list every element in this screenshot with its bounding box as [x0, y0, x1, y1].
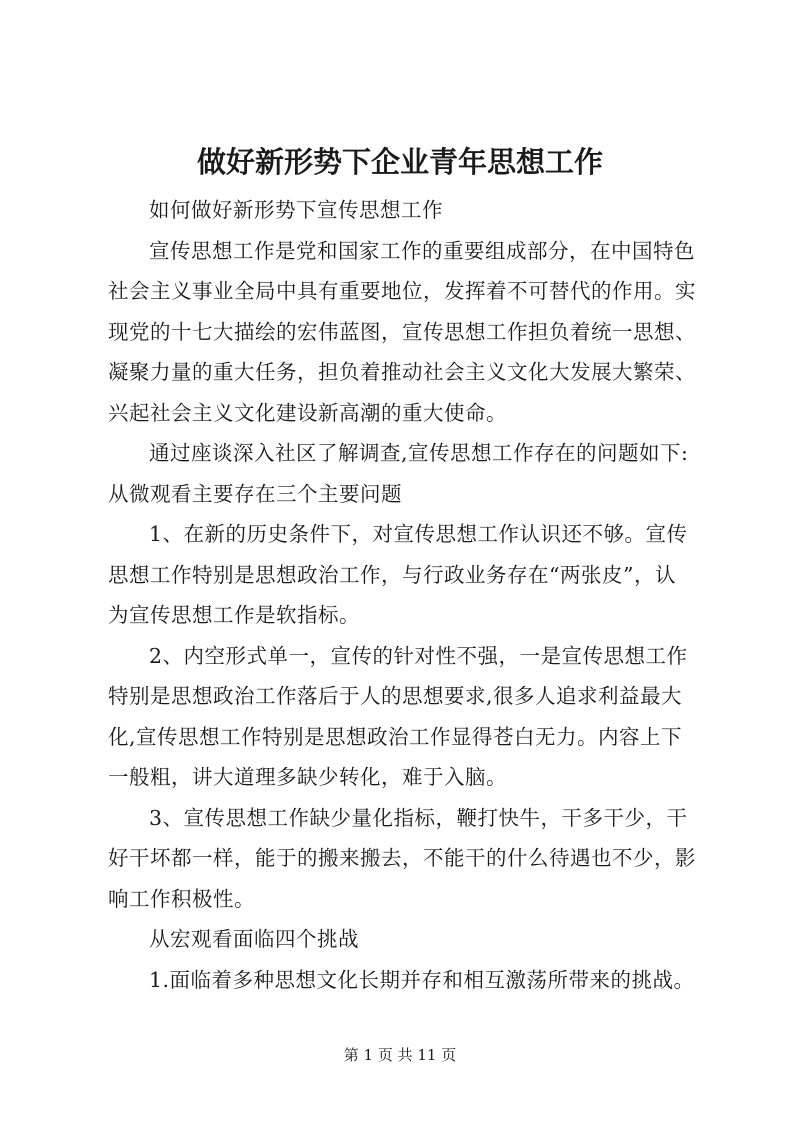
body-line: 兴起社会主义文化建设新高潮的重大使命。 [108, 400, 507, 425]
body-line: 如何做好新形势下宣传思想工作 [149, 198, 443, 222]
body-line: 社会主义事业全局中具有重要地位，发挥着不可替代的作用。实 [108, 279, 696, 303]
body-line: 3、宣传思想工作缺少量化指标，鞭打快牛，干多干少，干 [149, 805, 688, 830]
body-line: 从宏观看面临四个挑战 [149, 927, 359, 951]
body-line: 宣传思想工作是党和国家工作的重要组成部分，在中国特色 [149, 238, 695, 263]
body-line: 特别是思想政治工作落后于人的思想要求,很多人追求利益最大 [108, 684, 683, 708]
body-line: 2、内空形式单一，宣传的针对性不强，一是宣传思想工作 [149, 643, 688, 668]
body-line: 从微观看主要存在三个主要问题 [108, 481, 402, 506]
page-footer: 第 1 页 共 11 页 [343, 1046, 457, 1064]
body-line: 思想工作特别是思想政治工作，与行政业务存在“两张皮”，认 [108, 562, 676, 587]
body-line: 凝聚力量的重大任务，担负着推动社会主义文化大发展大繁荣、 [108, 360, 696, 384]
body-line: 1、在新的历史条件下，对宣传思想工作认识还不够。宣传 [149, 522, 688, 546]
document-body [108, 190, 712, 1000]
body-line: 化,宣传思想工作特别是思想政治工作显得苍白无力。内容上下 [108, 724, 683, 749]
body-line: 响工作积极性。 [108, 886, 255, 911]
body-line: 1.面临着多种思想文化长期并存和相互激荡所带来的挑战。 [149, 967, 695, 992]
body-line: 现党的十七大描绘的宏伟蓝图，宣传思想工作担负着统一思想、 [108, 319, 696, 344]
body-line: 好干坏都一样，能于的搬来搬去，不能干的什么待遇也不少，影 [108, 846, 696, 870]
body-line: 一般粗，讲大道理多缺少转化，难于入脑。 [108, 765, 507, 789]
body-line: 通过座谈深入社区了解调查,宣传思想工作存在的问题如下: [149, 441, 689, 465]
document-title: 做好新形势下企业青年思想工作 [196, 145, 603, 179]
body-line: 为宣传思想工作是软指标。 [108, 603, 360, 627]
